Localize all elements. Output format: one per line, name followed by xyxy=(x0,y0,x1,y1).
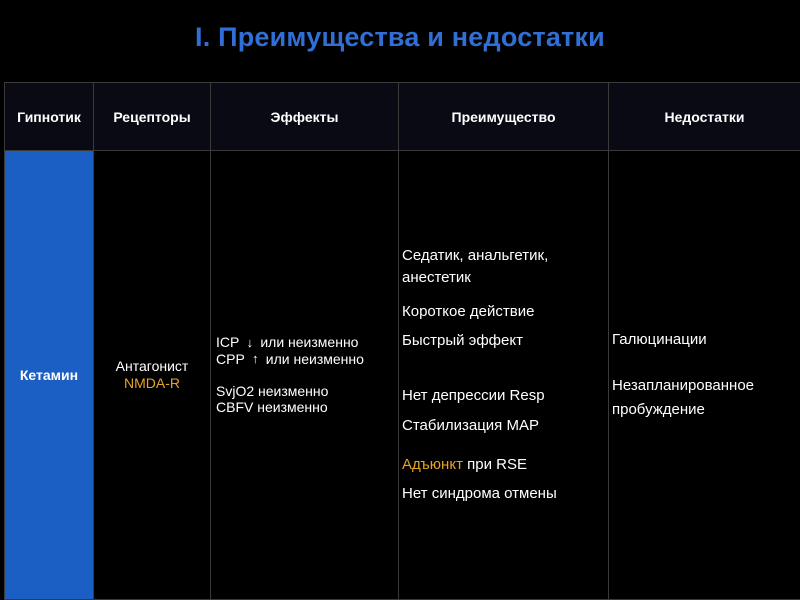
header-advantages: Преимущество xyxy=(399,83,609,151)
advantage-sedative: Седатик, анальгетик, анестетик xyxy=(402,247,549,286)
header-effects: Эффекты xyxy=(211,83,399,151)
disadvantage-hallucinations: Галюцинации xyxy=(612,331,707,348)
receptor-type: Антагонист xyxy=(115,358,189,375)
table-header-row xyxy=(5,83,800,151)
receptor-cell xyxy=(94,151,211,600)
arrow-down-icon: ↓ xyxy=(246,334,254,350)
hypnotic-cell: Кетамин xyxy=(5,151,94,600)
effect-cpp-label: CPP xyxy=(216,350,245,367)
effect-icp-text: или неизменно xyxy=(260,333,359,350)
advantage-adjunct-highlight: Адъюнкт xyxy=(402,455,463,473)
slide-title: I. Преимущества и недостатки xyxy=(195,22,605,52)
effect-icp xyxy=(216,334,393,351)
advantage-adjunct-rest: при RSE xyxy=(462,455,527,473)
header-receptors: Рецепторы xyxy=(94,83,211,151)
comparison-table xyxy=(4,82,800,600)
header-hypnotic: Гипнотик xyxy=(5,83,94,151)
table-row xyxy=(5,151,800,600)
advantages-cell xyxy=(399,151,609,600)
arrow-up-icon: ↑ xyxy=(252,351,259,367)
receptor-name: NMDA-R xyxy=(124,375,180,391)
disadvantage-unplanned-awakening: Незапланированное пробуждение xyxy=(612,377,755,418)
advantage-short-action: Короткое действие xyxy=(402,302,535,320)
effect-cpp xyxy=(216,351,393,368)
effect-icp-label: ICP xyxy=(216,333,240,350)
effect-cbfv: CBFV неизменно xyxy=(216,399,328,416)
header-disadvantages: Недостатки xyxy=(609,83,800,151)
disadvantages-cell xyxy=(609,151,800,600)
effects-cell xyxy=(211,151,399,600)
effect-svjo2: SvjO2 неизменно xyxy=(216,382,329,399)
advantage-no-withdrawal: Нет синдрома отмены xyxy=(402,485,557,503)
advantage-map-stabilization: Стабилизация MAP xyxy=(402,416,539,434)
advantage-no-resp-depression: Нет депрессии Resp xyxy=(402,387,545,404)
advantage-adjunct-rse xyxy=(402,454,603,476)
effect-cpp-text: или неизменно xyxy=(265,350,364,367)
advantage-fast-effect: Быстрый эффект xyxy=(402,332,523,350)
